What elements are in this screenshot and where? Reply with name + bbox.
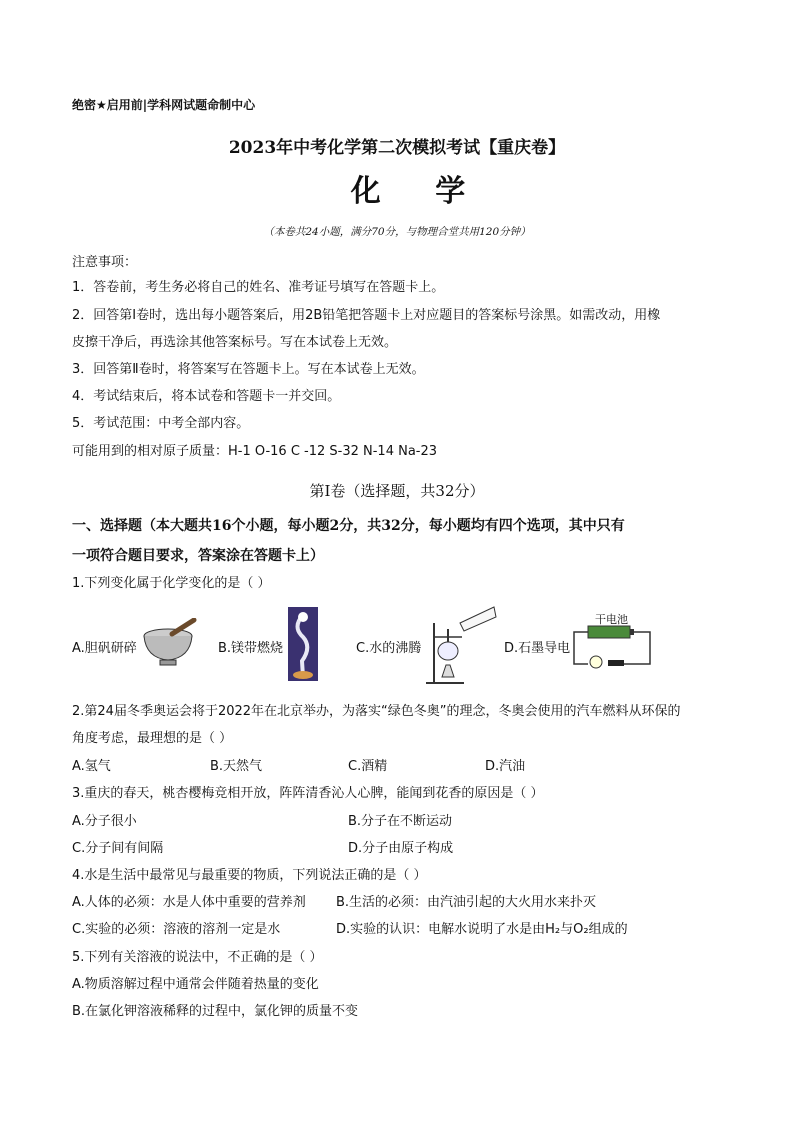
- question-2-option-d: D.汽油: [485, 759, 526, 774]
- question-2-option-c: C.酒精: [348, 759, 388, 774]
- question-1-option-a: A.胆矾研碎: [72, 641, 137, 656]
- confidential-label: 绝密★启用前|学科网试题命制中心: [72, 98, 256, 112]
- magnesium-burning-icon: [288, 607, 318, 681]
- question-4-option-b: B.生活的必须：由汽油引起的大火用水来扑灭: [336, 895, 597, 910]
- question-3-option-b: B.分子在不断运动: [348, 814, 453, 829]
- question-2-option-b: B.天然气: [210, 759, 263, 774]
- question-3-stem: 3.重庆的春天，桃杏樱梅竞相开放，阵阵清香沁人心脾，能闻到花香的原因是（ ）: [72, 786, 544, 801]
- note-item: 4．考试结束后，将本试卷和答题卡一并交回。: [72, 389, 341, 404]
- note-item: 1．答卷前，考生务必将自己的姓名、准考证号填写在答题卡上。: [72, 280, 445, 295]
- part-heading-line2: 一项符合题目要求，答案涂在答题卡上）: [72, 548, 324, 564]
- note-item: 5．考试范围：中考全部内容。: [72, 416, 250, 431]
- question-3-option-d: D.分子由原子构成: [348, 841, 454, 856]
- exam-title: 2023年中考化学第二次模拟考试【重庆卷】: [228, 138, 566, 158]
- question-4-option-d: D.实验的认识：电解水说明了水是由H₂与O₂组成的: [336, 922, 628, 937]
- graphite-circuit-icon: [570, 624, 654, 672]
- part-heading-line1: 一、选择题（本大题共16个小题，每小题2分，共32分，每小题均有四个选项，其中只有: [72, 518, 625, 534]
- question-1-stem: 1.下列变化属于化学变化的是（ ）: [72, 576, 271, 591]
- note-item: 3．回答第Ⅱ卷时，将答案写在答题卡上。写在本试卷上无效。: [72, 362, 425, 377]
- question-2-stem-line2: 角度考虑，最理想的是（ ）: [72, 731, 233, 746]
- question-5-option-b: B.在氯化钾溶液稀释的过程中，氯化钾的质量不变: [72, 1004, 359, 1019]
- question-1-option-b: B.镁带燃烧: [218, 641, 284, 656]
- question-5-stem: 5.下列有关溶液的说法中，不正确的是（ ）: [72, 950, 323, 965]
- atomic-masses: 可能用到的相对原子质量：H-1 O-16 C -12 S-32 N-14 Na-23: [72, 444, 438, 459]
- question-5-option-a: A.物质溶解过程中通常会伴随着热量的变化: [72, 977, 319, 992]
- question-4-option-a: A.人体的必须：水是人体中重要的营养剂: [72, 895, 306, 910]
- subject-title: 化 学: [350, 174, 488, 209]
- question-3-option-c: C.分子间有间隔: [72, 841, 164, 856]
- boiling-water-apparatus-icon: [420, 603, 498, 687]
- note-item: 皮擦干净后，再选涂其他答案标号。写在本试卷上无效。: [72, 335, 398, 350]
- mortar-pestle-icon: [142, 618, 198, 668]
- question-4-option-c: C.实验的必须：溶液的溶剂一定是水: [72, 922, 281, 937]
- question-2-stem-line1: 2.第24届冬季奥运会将于2022年在北京举办，为落实“绿色冬奥”的理念，冬奥会使用的汽车燃料从环保的: [72, 704, 681, 719]
- question-3-option-a: A.分子很小: [72, 814, 137, 829]
- question-4-stem: 4.水是生活中最常见与最重要的物质，下列说法正确的是（ ）: [72, 868, 427, 883]
- battery-label: 干电池: [595, 613, 628, 626]
- question-1-option-c: C.水的沸腾: [356, 641, 422, 656]
- question-2-option-a: A.氢气: [72, 759, 111, 774]
- section-title: 第Ⅰ卷（选择题，共32分）: [309, 482, 485, 500]
- exam-meta: （本卷共24小题，满分70分，与物理合堂共用120分钟）: [263, 226, 531, 238]
- question-1-option-d: D.石墨导电: [504, 641, 571, 656]
- notes-heading: 注意事项：: [72, 255, 138, 270]
- note-item: 2．回答第Ⅰ卷时，选出每小题答案后，用2B铅笔把答题卡上对应题目的答案标号涂黑。如需改动，用橡: [72, 308, 661, 323]
